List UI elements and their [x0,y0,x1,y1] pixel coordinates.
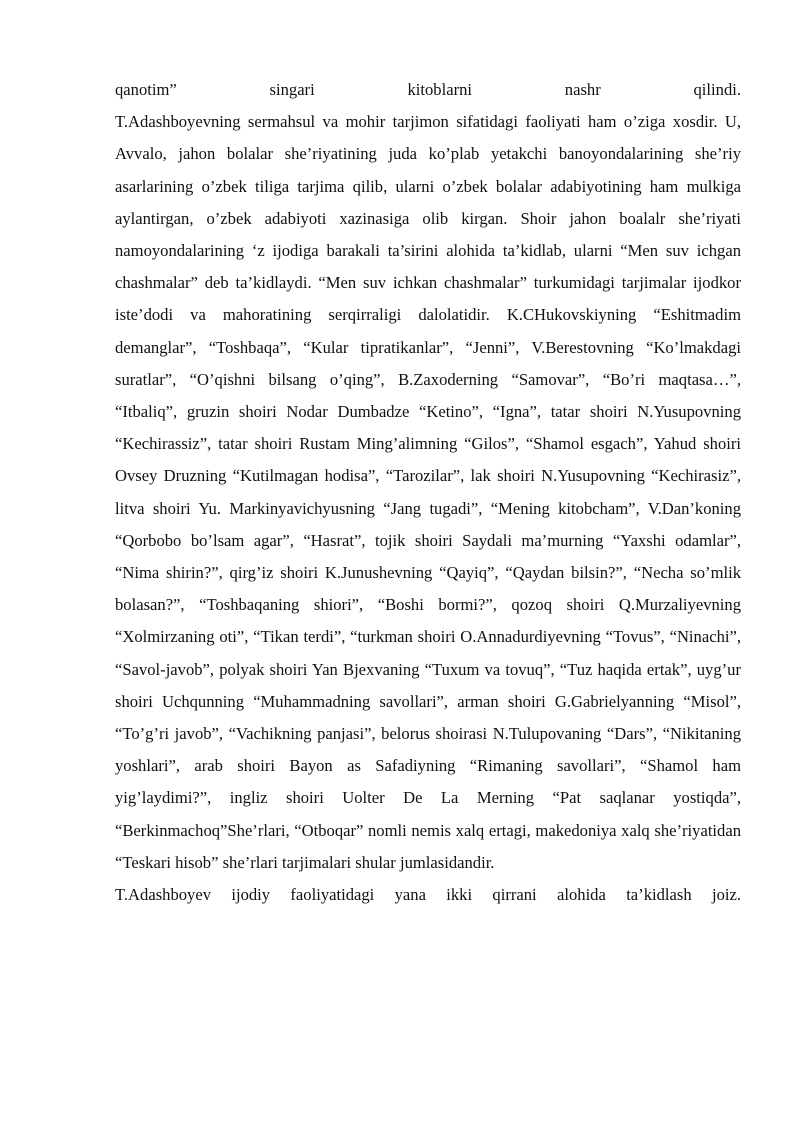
paragraph-final: T.Adashboyev ijodiy faoliyatidagi yana ikki qirrani alohida ta’kidlash joiz. [115,885,741,905]
paragraph-continuation: qanotim” singari kitoblarni nashr qilindi. [115,80,741,99]
document-page [115,74,741,911]
paragraph-translations: T.Adashboyevning sermahsul va mohir tarjimon sifatidagi faoliyati ham o’ziga xosdir. U, Avvalo, jahon bolalar she’riyatining juda ko’plab yetakchi banoyondalarining she’riy asarlarining o’zbek tiliga tarjima qilib, ularni o’zbek bolalar adabiyotining ham mulkiga aylantirgan, o’zbek adabiyoti xazinasiga olib kirgan. Shoir jahon boalalr she’riyati namoyondalarining ‘z ijodiga barakali ta’sirini alohida ta’kidlab, ularni “Men suv ichgan chashmalar” deb ta’kidlaydi. “Men suv ichkan chashmalar” turkumidagi tarjimalar ijodkor iste’dodi va mahoratining serqirraligi dalolatidir. K.CHukovskiyning “Eshitmadim demanglar”, “Toshbaqa”, “Kular tipratikanlar”, “Jenni”, V.Berestovning “Ko’lmakdagi suratlar”, “O’qishni bilsang o’qing”, B.Zaxoderning “Samovar”, “Bo’ri maqtasa…”, “Itbaliq”, gruzin shoiri Nodar Dumbadze “Ketino”, “Igna”, tatar shoiri N.Yusupovning “Kechirassiz”, tatar shoiri Rustam Ming’alimning “Gilos”, “Shamol esgach”, Yahud shoiri Ovsey Druzning “Kutilmagan hodisa”, “Tarozilar”, lak shoiri N.Yusupovning “Kechirasiz”, litva shoiri Yu. Markinyavichyusning “Jang tugadi”, “Mening kitobcham”, V.Dan’koning “Qorbobo bo’lsam agar”, “Hasrat”, tojik shoiri Saydali ma’murning “Yaxshi odamlar”, “Nima shirin?”, qirg’iz shoiri K.Junushevning “Qayiq”, “Qaydan bilsin?”, “Necha so’mlik bolasan?”, “Toshbaqaning shiori”, “Boshi bormi?”, qozoq shoiri Q.Murzaliyevning “Xolmirzaning oti”, “Tikan terdi”, “turkman shoiri O.Annadurdiyevning “Tovus”, “Ninachi”, “Savol-javob”, polyak shoiri Yan Bjexvaning “Tuxum va tovuq”, “Tuz haqida ertak”, uyg’ur shoiri Uchqunning “Muhammadning savollari”, arman shoiri G.Gabrielyanning “Misol”, “To’g’ri javob”, “Vachikning panjasi”, belorus shoirasi N.Tulupovaning “Dars”, “Nikitaning yoshlari”, arab shoiri Bayon as Safadiyning “Rimaning savollari”, “Shamol ham yig’laydimi?”, ingliz shoiri Uolter De La Merning “Pat saqlanar yostiqda”, “Berkinmachoq”She’rlari, “Otboqar” nomli nemis xalq ertagi, makedoniya xalq she’riyatidan “Teskari hisob” she’rlari tarjimalari shular jumlasidandir. [115,112,741,872]
